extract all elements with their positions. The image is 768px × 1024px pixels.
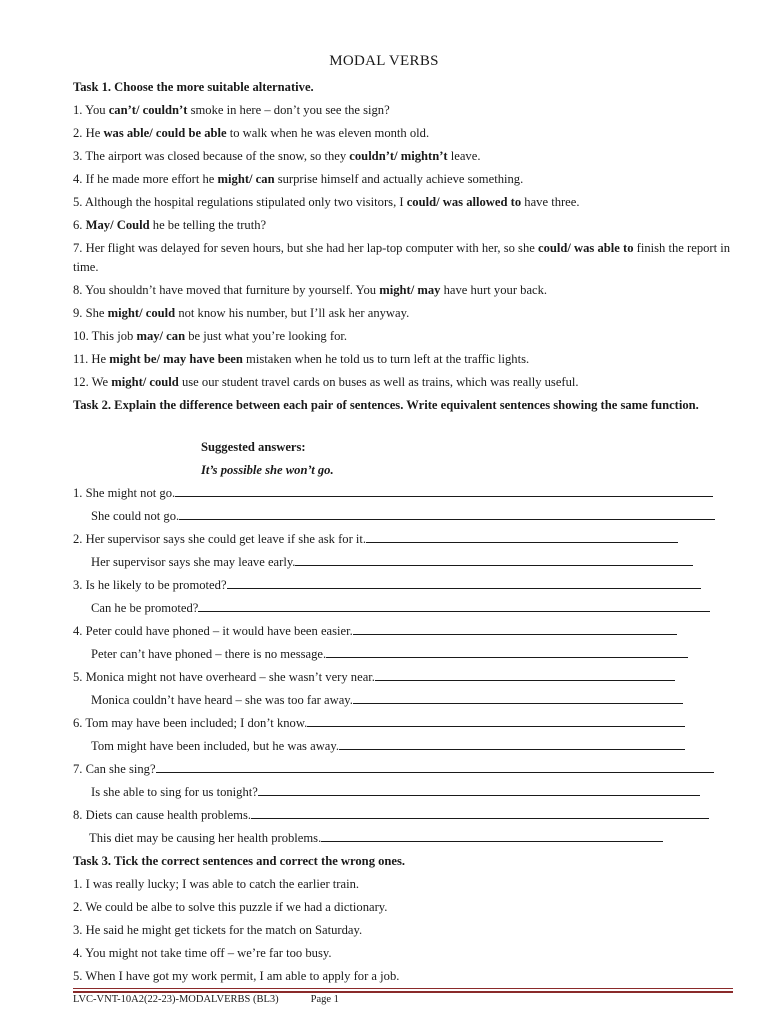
task2-sentence: 2. Her supervisor says she could get leave if she ask for it. [73, 530, 733, 549]
task3-item: 1. I was really lucky; I was able to catch the earlier train. [73, 877, 360, 891]
answer-blank[interactable] [179, 507, 715, 520]
footer-divider [73, 991, 733, 993]
task2-sentence: 5. Monica might not have overheard – she wasn’t very near. [73, 668, 733, 687]
task2-sentence: Peter can’t have phoned – there is no message. [91, 645, 751, 664]
task2-sentence: 4. Peter could have phoned – it would have been easier. [73, 622, 733, 641]
task1-item: 2. He was able/ could be able to walk when he was eleven month old. [73, 126, 430, 140]
task1-item: 3. The airport was closed because of the snow, so they couldn’t/ mightn’t leave. [73, 149, 481, 163]
answer-blank[interactable] [339, 737, 685, 750]
answer-blank[interactable] [366, 530, 678, 543]
task3-item: 2. We could be albe to solve this puzzle if we had a dictionary. [73, 900, 388, 914]
task2-sentence: 3. Is he likely to be promoted? [73, 576, 733, 595]
suggested-answers-label: Suggested answers: [201, 440, 306, 454]
answer-blank[interactable] [307, 714, 685, 727]
task1-heading: Task 1. Choose the more suitable alternative. [73, 80, 314, 94]
answer-blank[interactable] [326, 645, 688, 658]
task1-item: 5. Although the hospital regulations stipulated only two visitors, I could/ was allowed to have three. [73, 195, 580, 209]
answer-blank[interactable] [198, 599, 710, 612]
task1-item: 6. May/ Could he be telling the truth? [73, 218, 267, 232]
footer-code: LVC-VNT-10A2(22-23)-MODALVERBS (BL3) [73, 994, 279, 1005]
answer-blank[interactable] [375, 668, 675, 681]
task1-item: 1. You can’t/ couldn’t smoke in here – don’t you see the sign? [73, 103, 390, 117]
task1-item: 8. You shouldn’t have moved that furniture by yourself. You might/ may have hurt your back. [73, 283, 548, 297]
task1-item: 11. He might be/ may have been mistaken when he told us to turn left at the traffic lights. [73, 352, 530, 366]
task2-sentence: 1. She might not go. [73, 484, 733, 503]
task1-item: 10. This job may/ can be just what you’re looking for. [73, 329, 348, 343]
answer-blank[interactable] [295, 553, 693, 566]
answer-blank[interactable] [156, 760, 714, 773]
task2-sentence: Is she able to sing for us tonight? [91, 783, 751, 802]
task1-item: 7. Her flight was delayed for seven hours, but she had her lap-top computer with her, so she could/ was able to finish the report in time. [73, 241, 731, 274]
answer-blank[interactable] [258, 783, 700, 796]
answer-blank[interactable] [353, 622, 677, 635]
task2-sentence: Tom might have been included, but he was away. [91, 737, 751, 756]
task2-sentence: 7. Can she sing? [73, 760, 733, 779]
task2-sentence: 8. Diets can cause health problems. [73, 806, 733, 825]
answer-blank[interactable] [353, 691, 683, 704]
task2-sentence: 6. Tom may have been included; I don’t know. [73, 714, 733, 733]
task2-sentence: Her supervisor says she may leave early. [91, 553, 751, 572]
task3-item: 5. When I have got my work permit, I am able to apply for a job. [73, 969, 400, 983]
answer-blank[interactable] [251, 806, 709, 819]
task1-item: 12. We might/ could use our student travel cards on buses as well as trains, which was really useful. [73, 375, 579, 389]
task3-item: 3. He said he might get tickets for the match on Saturday. [73, 923, 363, 937]
task2-heading: Task 2. Explain the difference between each pair of sentences. Write equivalent sentences showing the same function. [73, 398, 699, 412]
task3-heading: Task 3. Tick the correct sentences and correct the wrong ones. [73, 854, 406, 868]
task2-sentence: Monica couldn’t have heard – she was too far away. [91, 691, 751, 710]
footer [73, 994, 733, 1005]
task2-sentence: She could not go. [91, 507, 751, 526]
answer-blank[interactable] [227, 576, 701, 589]
answer-blank[interactable] [175, 484, 713, 497]
task2-sentence: Can he be promoted? [91, 599, 751, 618]
suggested-answer-example: It’s possible she won’t go. [201, 463, 334, 477]
page-title: MODAL VERBS [329, 53, 439, 69]
task3-item: 4. You might not take time off – we’re far too busy. [73, 946, 332, 960]
task2-sentence: This diet may be causing her health problems. [89, 829, 749, 848]
task1-item: 9. She might/ could not know his number, but I’ll ask her anyway. [73, 306, 410, 320]
task1-item: 4. If he made more effort he might/ can surprise himself and actually achieve something. [73, 172, 524, 186]
answer-blank[interactable] [321, 829, 663, 842]
page-number: Page 1 [310, 994, 339, 1005]
footer-divider [73, 988, 733, 989]
